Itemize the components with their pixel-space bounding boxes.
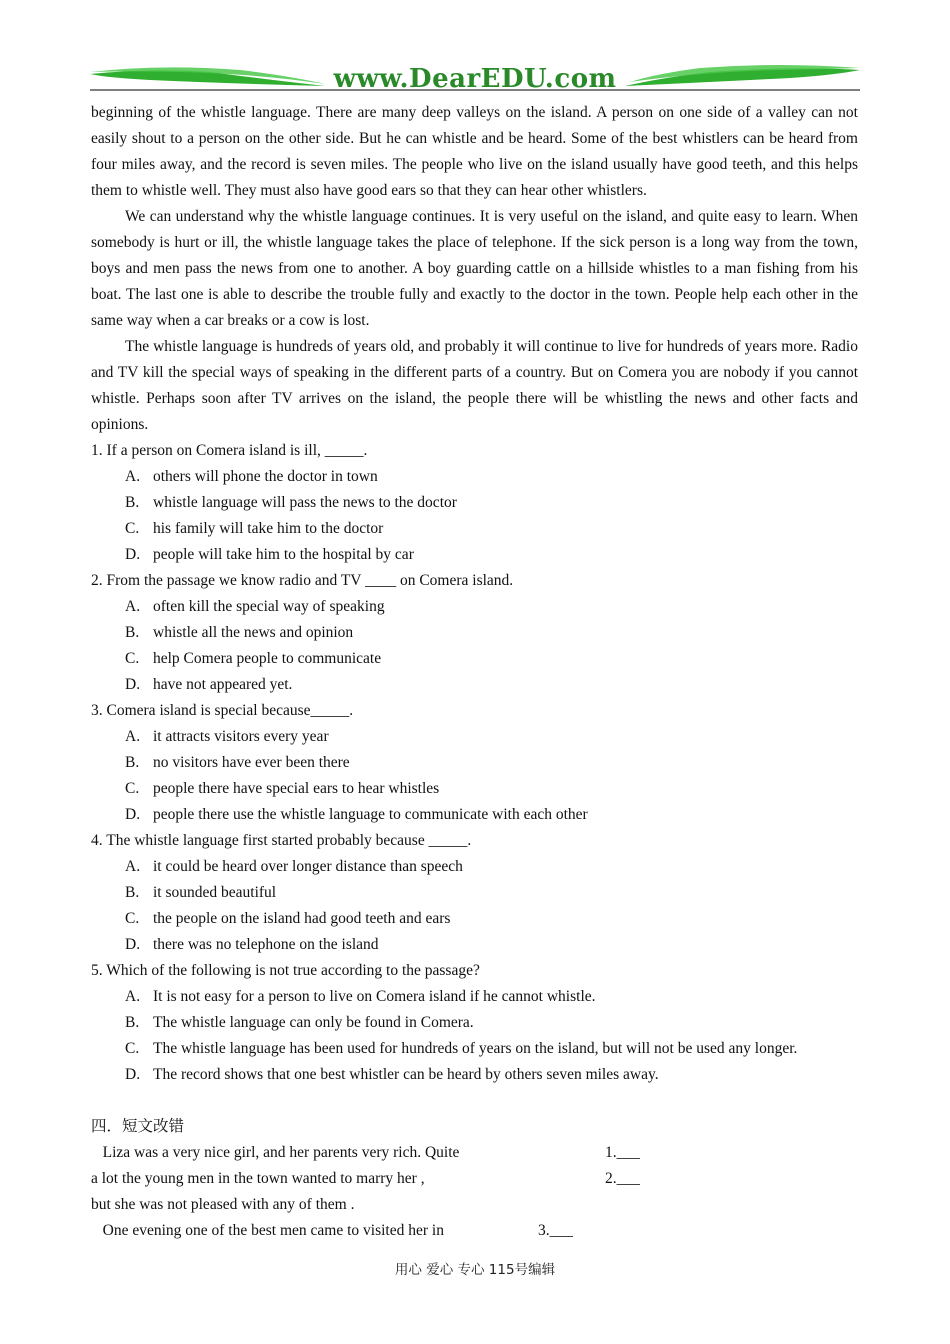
line-text: Liza was a very nice girl, and her parents very rich. Quite [91,1144,460,1161]
line-text: a lot the young men in the town wanted to marry her , [91,1170,425,1187]
question-stem: 1. If a person on Comera island is ill, _____. [91,442,368,459]
correction-line [91,1218,858,1244]
option: B. no visitors have ever been there [125,754,350,771]
option: D. people there use the whistle language to communicate with each other [125,806,588,823]
option: A. it could be heard over longer distance than speech [125,858,463,875]
option: C. The whistle language has been used for hundreds of years on the island, but will not be used any longer. [125,1040,798,1057]
option: B. The whistle language can only be found in Comera. [125,1014,474,1031]
passage-paragraph-1: beginning of the whistle language. There are many deep valleys on the island. A person on one side of a valley can not easily shout to a person on the other side. But he can whistle and be heard. Some of the best whistlers can be heard from four miles away, and the record is seven miles. The people who live on the island usually have good teeth, and this helps them to whistle well. They must also have good ears so that they can hear other whistlers. [91,104,858,199]
document-body [91,100,858,1244]
option: A. often kill the special way of speaking [125,598,385,615]
option: C. help Comera people to communicate [125,650,382,667]
question-stem: 5. Which of the following is not true according to the passage? [91,962,480,979]
option: D. people will take him to the hospital by car [125,546,414,563]
answer-blank[interactable]: 3.___ [538,1222,573,1239]
passage-paragraph-2: We can understand why the whistle language continues. It is very useful on the island, and quite easy to learn. When somebody is hurt or ill, the whistle language takes the place of telephone. If the sick person is a long way from the town, boys and men pass the news from one to another. A boy guarding cattle on a hillside whistles to a man fishing from his boat. The last one is able to describe the trouble fully and exactly to the doctor in the town. People help each other in the same way when a car breaks or a cow is lost. [91,208,858,329]
question-4 [91,828,858,958]
option: D. have not appeared yet. [125,676,293,693]
error-correction-section [91,1114,858,1244]
question-stem: 3. Comera island is special because_____. [91,702,354,719]
option: A. It is not easy for a person to live on Comera island if he cannot whistle. [125,988,596,1005]
question-1 [91,438,858,568]
question-stem: 4. The whistle language first started probably because _____. [91,832,472,849]
question-5 [91,958,858,1088]
section-title: 四．短文改错 [91,1118,185,1135]
site-banner [90,62,860,94]
question-3 [91,698,858,828]
correction-line [91,1166,858,1192]
option: A. it attracts visitors every year [125,728,329,745]
question-stem: 2. From the passage we know radio and TV ____ on Comera island. [91,572,514,589]
option: B. it sounded beautiful [125,884,277,901]
correction-line [91,1140,858,1166]
correction-line [91,1192,858,1218]
option: C. his family will take him to the doctor [125,520,384,537]
line-text: but she was not pleased with any of them . [91,1196,355,1213]
option: D. there was no telephone on the island [125,936,379,953]
site-logo-text: www.DearEDU.com [333,64,617,94]
answer-blank[interactable]: 1.___ [605,1144,640,1161]
answer-blank[interactable]: 2.___ [605,1170,640,1187]
option: C. people there have special ears to hear whistles [125,780,440,797]
option: C. the people on the island had good teeth and ears [125,910,451,927]
option: D. The record shows that one best whistler can be heard by others seven miles away. [125,1066,659,1083]
line-text: One evening one of the best men came to visited her in [91,1222,444,1239]
option: B. whistle all the news and opinion [125,624,354,641]
question-2 [91,568,858,698]
page-footer: 用心 爱心 专心 115号编辑 [394,1262,556,1278]
passage-paragraph-3: The whistle language is hundreds of years old, and probably it will continue to live for hundreds of years more. Radio and TV kill the special ways of speaking in the different parts of a country. But on Comera you are nobody if you cannot whistle. Perhaps soon after TV arrives on the island, the people there will be whistling the news and other facts and opinions. [91,338,858,433]
option: A. others will phone the doctor in town [125,468,378,485]
option: B. whistle language will pass the news to the doctor [125,494,457,511]
